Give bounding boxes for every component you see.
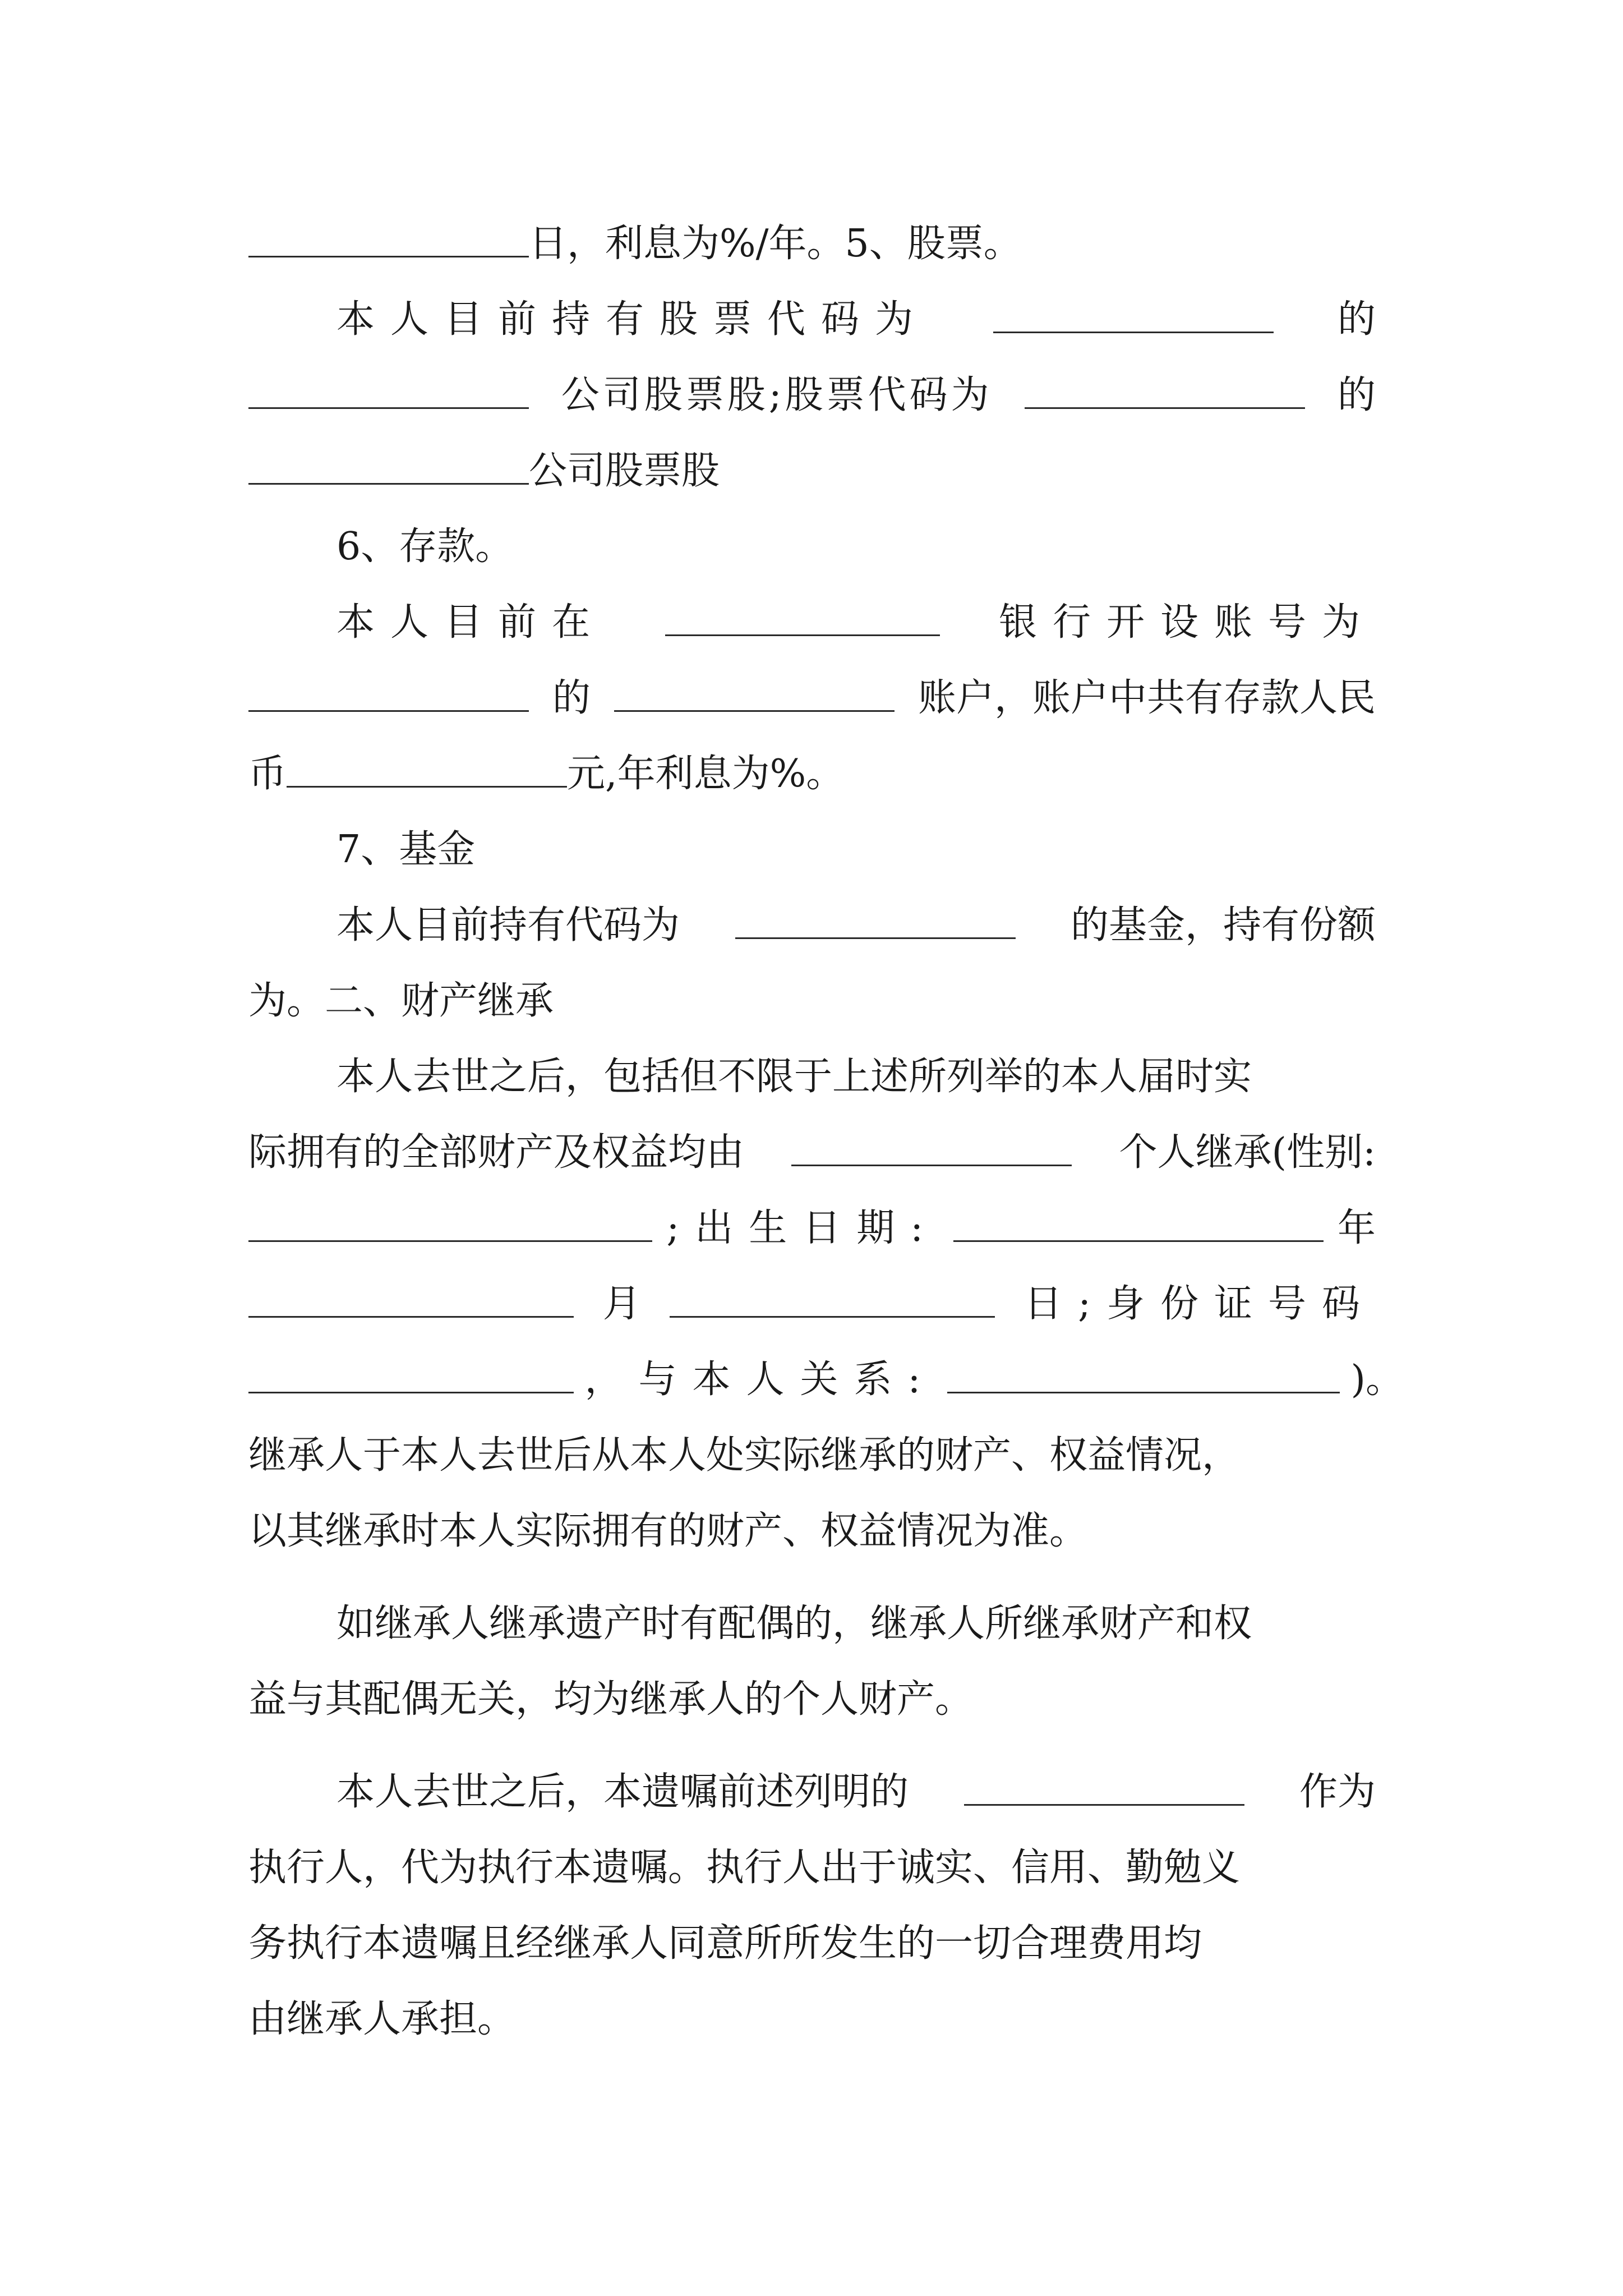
text-segment: 个人继承(性别: — [1119, 1130, 1376, 1175]
text-line — [248, 1506, 1376, 1557]
blank-field[interactable] — [614, 679, 895, 712]
text-line — [248, 370, 1376, 421]
blank-field[interactable] — [953, 1209, 1324, 1242]
text-line — [248, 1355, 1404, 1405]
text-segment: 年 — [1337, 1206, 1376, 1250]
text-segment: 执行人，代为执行本遗嘱。执行人出于诚实、信用、勤勉义 — [248, 1846, 1241, 1890]
text-segment: 作为 — [1299, 1770, 1376, 1814]
blank-field[interactable] — [735, 906, 1016, 939]
text-line — [248, 1128, 1376, 1178]
text-segment: 继承人于本人去世后从本人处实际继承的财产、权益情况， — [248, 1433, 1241, 1478]
text-line — [248, 749, 1376, 799]
text-segment: )。 — [1350, 1358, 1404, 1402]
text-segment: 为。二、财产继承 — [248, 979, 554, 1023]
text-segment: 账户，账户中共有存款人民 — [917, 676, 1376, 720]
text-line — [336, 1599, 1376, 1649]
blank-field[interactable] — [964, 1773, 1244, 1806]
text-segment: 本人目前在 — [336, 600, 606, 645]
blank-field[interactable] — [791, 1133, 1072, 1166]
text-line — [248, 673, 1376, 724]
text-segment: 日，利息为%/年。5、股票。 — [529, 222, 1022, 266]
text-line — [248, 219, 1376, 269]
text-line — [336, 900, 1376, 951]
blank-field[interactable] — [1025, 376, 1305, 409]
blank-field[interactable] — [248, 376, 529, 409]
text-segment: 日;身份证号码 — [1024, 1282, 1376, 1326]
text-segment: 的 — [1337, 297, 1376, 342]
blank-field[interactable] — [248, 1209, 652, 1242]
text-segment: 务执行本遗嘱且经继承人同意所所发生的一切合理费用均 — [248, 1921, 1202, 1966]
text-segment: 由继承人承担。 — [248, 1997, 516, 2041]
section-heading: 6、存款。 — [336, 524, 514, 569]
blank-field[interactable] — [670, 1285, 995, 1318]
text-segment: 公司股票股 — [529, 449, 720, 493]
text-line — [336, 1767, 1376, 1818]
text-line — [248, 1674, 1376, 1725]
text-line — [248, 1203, 1376, 1254]
text-line — [336, 1052, 1376, 1102]
text-segment: 如继承人继承遗产时有配偶的，继承人所继承财产和权 — [336, 1602, 1252, 1646]
blank-field[interactable] — [248, 452, 529, 485]
blank-field[interactable] — [248, 224, 529, 257]
text-segment: 益与其配偶无关，均为继承人的个人财产。 — [248, 1677, 974, 1722]
text-segment: 以其继承时本人实际拥有的财产、权益情况为准。 — [248, 1509, 1088, 1553]
text-line — [248, 1279, 1376, 1329]
text-line — [248, 446, 1376, 496]
blank-field[interactable] — [248, 679, 529, 712]
text-segment: 的基金，持有份额 — [1070, 903, 1376, 947]
text-line — [248, 1994, 1376, 2045]
text-segment: 本人去世之后，本遗嘱前述列明的 — [336, 1770, 909, 1814]
text-line — [248, 1843, 1376, 1893]
text-segment: 银行开设账号为 — [998, 600, 1376, 645]
blank-field[interactable] — [947, 1360, 1340, 1393]
text-segment: 的 — [1337, 373, 1376, 417]
text-line — [336, 522, 1376, 572]
blank-field[interactable] — [248, 1285, 574, 1318]
text-segment: 际拥有的全部财产及权益均由 — [248, 1130, 745, 1175]
text-segment: 本人目前持有股票代码为 — [336, 297, 929, 342]
text-line — [248, 1430, 1376, 1481]
text-line — [336, 295, 1376, 345]
text-line — [336, 597, 1376, 648]
section-heading: 7、基金 — [336, 827, 476, 872]
text-segment: 本人目前持有代码为 — [336, 903, 680, 947]
text-segment: 元,年利息为%。 — [567, 752, 845, 796]
text-segment: 公司股票股;股票代码为 — [561, 373, 993, 417]
blank-field[interactable] — [287, 754, 567, 788]
text-segment: 本人去世之后，包括但不限于上述所列举的本人届时实 — [336, 1055, 1252, 1099]
text-line — [248, 976, 1376, 1027]
blank-field[interactable] — [248, 1360, 574, 1393]
text-segment: 月 — [602, 1282, 641, 1326]
text-segment: 币 — [248, 752, 287, 796]
blank-field[interactable] — [665, 603, 940, 636]
text-line — [248, 1918, 1376, 1969]
blank-field[interactable] — [993, 300, 1274, 333]
text-segment: ;出生日期: — [666, 1206, 939, 1250]
text-segment: 的 — [552, 676, 591, 720]
text-line — [336, 825, 1376, 875]
text-segment: ，与本人关系: — [584, 1358, 937, 1402]
